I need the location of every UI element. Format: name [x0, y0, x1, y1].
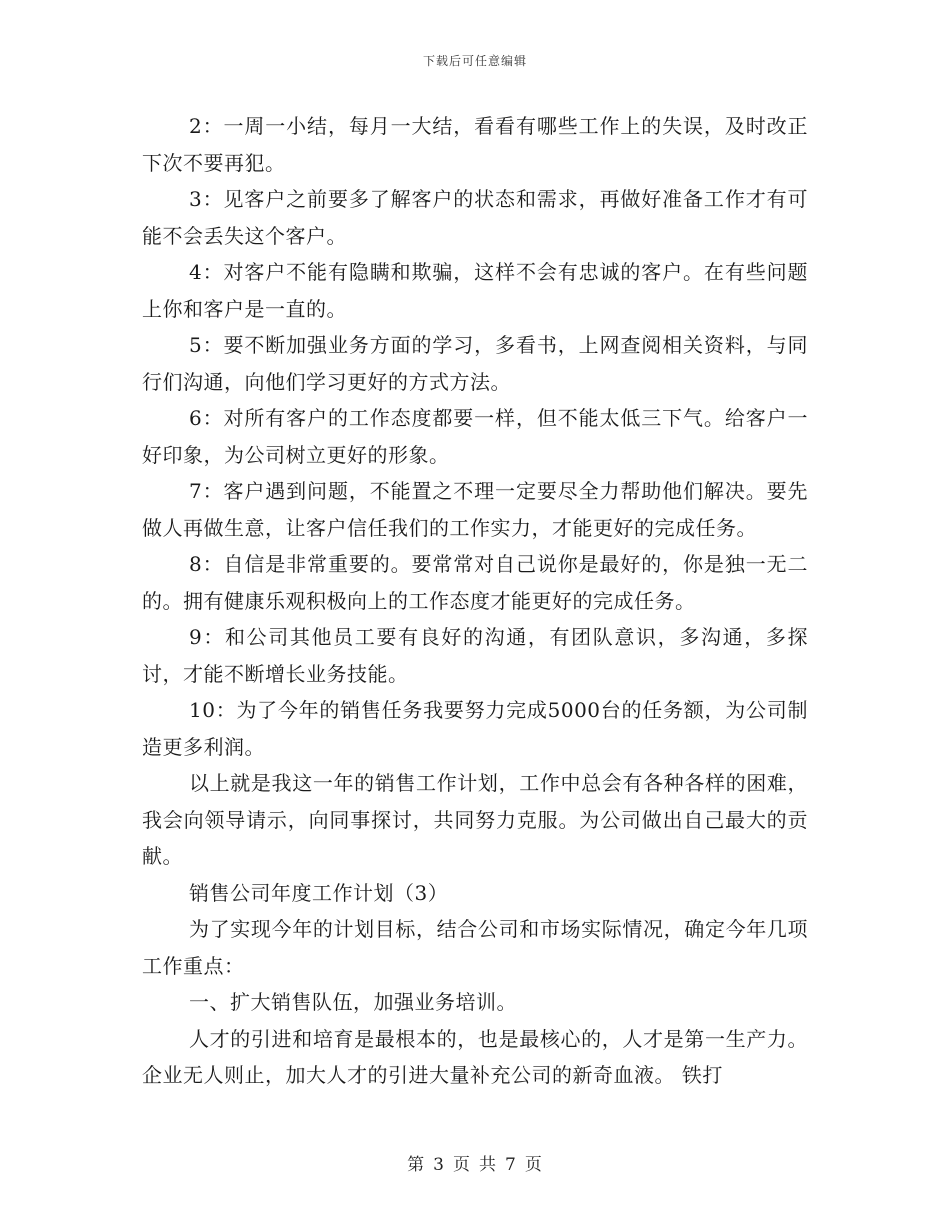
footer-suffix: 页: [524, 1155, 543, 1175]
footer-current-page: 3: [433, 1155, 445, 1175]
footer-page-word: 页: [453, 1155, 471, 1175]
footer-prefix: 第: [407, 1155, 426, 1175]
page-footer: [0, 1150, 950, 1175]
subsection-heading: 一、扩大销售队伍，加强业务培训。: [189, 990, 517, 1014]
paragraph: 8：自信是非常重要的。要常常对自己说你是最好的，你是独一无二的。拥有健康乐观积极向上的工作态度才能更好的完成任务。: [142, 552, 808, 613]
paragraph: 3：见客户之前要多了解客户的状态和需求，再做好准备工作才有可能不会丢失这个客户。: [142, 187, 808, 248]
section-heading: 销售公司年度工作计划（3）: [189, 880, 449, 905]
page-header-note: 下载后可任意编辑: [422, 54, 527, 68]
paragraph: 6：对所有客户的工作态度都要一样，但不能太低三下气。给客户一好印象，为公司树立更好的形象。: [142, 406, 808, 467]
page-body: [142, 108, 808, 1094]
paragraph: 为了实现今年的计划目标，结合公司和市场实际情况，确定今年几项工作重点：: [142, 917, 808, 978]
footer-total-word: 共: [479, 1155, 497, 1175]
paragraph: 以上就是我这一年的销售工作计划，工作中总会有各种各样的困难，我会向领导请示，向同事探讨，共同努力克服。为公司做出自己最大的贡献。: [142, 771, 808, 868]
paragraph: 2：一周一小结，每月一大结，看看有哪些工作上的失误，及时改正下次不要再犯。: [142, 114, 808, 175]
paragraph: 7：客户遇到问题，不能置之不理一定要尽全力帮助他们解决。要先做人再做生意，让客户信任我们的工作实力，才能更好的完成任务。: [142, 479, 808, 540]
footer-total-pages: 7: [505, 1155, 517, 1175]
paragraph: 人才的引进和培育是最根本的，也是最核心的，人才是第一生产力。企业无人则止，加大人才的引进大量补充公司的新奇血液。 铁打: [142, 1026, 808, 1087]
paragraph: 9：和公司其他员工要有良好的沟通，有团队意识，多沟通，多探讨，才能不断增长业务技能。: [142, 625, 808, 686]
paragraph: 5：要不断加强业务方面的学习，多看书，上网查阅相关资料，与同行们沟通，向他们学习更好的方式方法。: [142, 333, 808, 394]
paragraph: 4：对客户不能有隐瞒和欺骗，这样不会有忠诚的客户。在有些问题上你和客户是一直的。: [142, 260, 808, 321]
paragraph: 10：为了今年的销售任务我要努力完成5000台的任务额，为公司制造更多利润。: [142, 698, 808, 759]
